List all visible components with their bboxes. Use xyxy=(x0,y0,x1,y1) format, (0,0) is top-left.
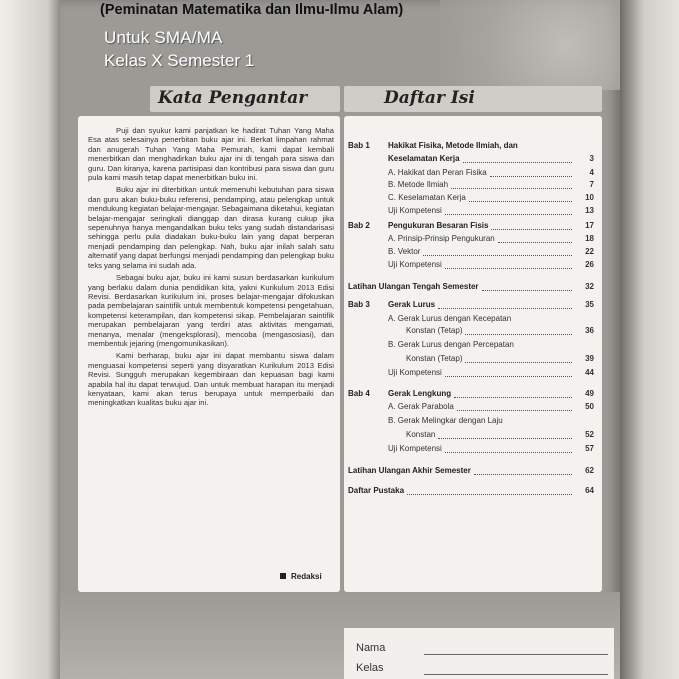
toc-dot-leader xyxy=(463,162,572,163)
cover-illustration xyxy=(440,0,620,90)
toc-entry-text: B. Metode Ilmiah xyxy=(388,180,449,189)
toc-page-number: 64 xyxy=(585,486,594,495)
name-line xyxy=(424,654,608,655)
bullet-square-icon xyxy=(280,573,286,579)
toc-dot-leader xyxy=(445,214,572,215)
toc-entry-text: Konstan (Tetap) xyxy=(406,326,463,335)
toc-chapter-label: Bab 1 xyxy=(348,141,370,150)
toc-page-number: 26 xyxy=(585,260,594,269)
toc-chapter-label: Bab 3 xyxy=(348,300,370,309)
signature xyxy=(280,572,322,581)
toc-page-number: 18 xyxy=(585,234,594,243)
toc-entry-text: Uji Kompetensi xyxy=(388,260,442,269)
toc-chapter-label: Bab 4 xyxy=(348,389,370,398)
toc-dot-leader xyxy=(469,201,572,202)
daftar-isi-title: Daftar Isi xyxy=(384,88,475,108)
toc-dot-leader xyxy=(407,494,572,495)
toc-page-number: 7 xyxy=(589,180,594,189)
toc-entry-text: Latihan Ulangan Akhir Semester xyxy=(348,466,471,475)
toc-page-number: 17 xyxy=(585,221,594,230)
toc-entry-text: B. Vektor xyxy=(388,247,421,256)
class-line xyxy=(424,674,608,675)
toc-entry-text: Daftar Pustaka xyxy=(348,486,405,495)
toc-dot-leader xyxy=(474,474,572,475)
toc-entry-text: B. Gerak Lurus dengan Percepatan xyxy=(388,340,514,349)
page-right-margin xyxy=(620,0,679,679)
toc-dot-leader xyxy=(438,438,572,439)
toc-page-number: 49 xyxy=(585,389,594,398)
toc-page-number: 4 xyxy=(589,168,594,177)
toc-page-number: 62 xyxy=(585,466,594,475)
toc-entry-text: A. Hakikat dan Peran Fisika xyxy=(388,168,487,177)
toc-dot-leader xyxy=(482,290,572,291)
toc-entry-text: Gerak Lengkung xyxy=(388,389,452,398)
toc-entry-text: Uji Kompetensi xyxy=(388,444,442,453)
toc-page-number: 39 xyxy=(585,354,594,363)
toc-page-number: 36 xyxy=(585,326,594,335)
toc-entry-text: Keselamatan Kerja xyxy=(388,154,460,163)
toc-dot-leader xyxy=(454,397,572,398)
toc-entry-text: A. Gerak Lurus dengan Kecepatan xyxy=(388,314,512,323)
toc-dot-leader xyxy=(490,176,572,177)
toc-entry-text: A. Prinsip-Prinsip Pengukuran xyxy=(388,234,495,243)
toc-page-number: 50 xyxy=(585,402,594,411)
toc-page-number: 3 xyxy=(589,154,594,163)
paragraph-4: Kami berharap, buku ajar ini dapat membantu siswa dalam menguasai kompetensi seperti yang disyaratkan Kurikulum 2013 Edisi Revisi. Sungguh merupakan kegembiraan dan kepuasan bagi kami apabila hal itu dapat terwujud. Dan untuk membuat harapan itu menjadi kenyataan, kami akan terus berupaya untuk memperbaiki dan meningkatkan kualitas buku ajar ini. xyxy=(88,351,334,408)
toc-dot-leader xyxy=(445,452,572,453)
toc-entry-text: Uji Kompetensi xyxy=(388,206,442,215)
name-label: Nama xyxy=(356,642,386,654)
toc-entry-text: C. Keselamatan Kerja xyxy=(388,193,466,202)
toc-page-number: 35 xyxy=(585,300,594,309)
toc-page-number: 13 xyxy=(585,206,594,215)
toc-entry-text: Pengukuran Besaran Fisis xyxy=(388,221,489,230)
page-left-margin xyxy=(0,0,60,679)
paragraph-1: Puji dan syukur kami panjatkan ke hadirat Tuhan Yang Maha Esa atas selesainya penerbitan buku ajar ini. Berkat limpahan rahmat dan anugerah Tuhan Yang Maha Pemurah, kami dapat kembali menerbitkan dan menghadirkan buku ajar ini di tengah para siswa dan guru. Dan kiranya, karena partisipasi dan kontribusi para siswa dan guru pula kami masih tetap dapat menerbitkan buku ini. xyxy=(88,126,334,183)
toc-dot-leader xyxy=(498,242,572,243)
toc-dot-leader xyxy=(491,229,572,230)
toc-page-number: 52 xyxy=(585,430,594,439)
toc-entry-text: Gerak Lurus xyxy=(388,300,436,309)
toc-page-number: 44 xyxy=(585,368,594,377)
class-label: Kelas xyxy=(356,662,384,674)
toc-entry-text: Uji Kompetensi xyxy=(388,368,442,377)
toc-entry-text: B. Gerak Melingkar dengan Laju xyxy=(388,416,503,425)
toc-page-number: 10 xyxy=(585,193,594,202)
toc-page-number: 22 xyxy=(585,247,594,256)
toc-dot-leader xyxy=(438,308,572,309)
paragraph-3: Sebagai buku ajar, buku ini kami susun berdasarkan kurikulum yang berlaku dalam dunia pendidikan kita, yakni Kurikulum 2013 Edisi Revisi. Berdasarkan kurikulum ini, proses belajar-mengajar difokuskan pada pembelajaran saintifik untuk membentuk kompetensi pengetahuan, kompetensi keterampilan, dan kompetensi sikap. Pembelajaran saintifik merupakan pembelajaran yang terdiri atas aktivitas mengamati, menanya, menalar (mengeksplorasi), mencoba (mengasosiasi), dan membentuk jejaring (mengomunikasikan). xyxy=(88,273,334,348)
toc-dot-leader xyxy=(457,410,572,411)
toc-entry-text: A. Gerak Parabola xyxy=(388,402,454,411)
paragraph-2: Buku ajar ini diterbitkan untuk memenuhi kebutuhan para siswa dan guru akan buku-buku referensi, pendamping, atau pelengkap untuk mendukung kegiatan belajar-mengajar. Sebagaimana diketahui, kegiatan belajar-mengajar seringkali dianggap dan dirasa kurang cukup jika sepenuhnya hanya mengandalkan buku teks yang sudah distandarisasi sehingga perlu pula diadakan buku-buku lain yang dapat berperan menjadi pendamping dan pelengkap. Nah, buku ajar inilah salah satu alternatif yang dapat berfungsi menjadi pendamping dan pelengkap buku teks yang selama ini sudah ada. xyxy=(88,185,334,270)
toc-entry-text: Konstan xyxy=(406,430,436,439)
class-semester: Kelas X Semester 1 xyxy=(104,51,255,70)
toc-page-number: 57 xyxy=(585,444,594,453)
toc-entry-text: Hakikat Fisika, Metode Ilmiah, dan xyxy=(388,141,518,150)
school-level: Untuk SMA/MA xyxy=(104,28,223,47)
toc-dot-leader xyxy=(445,268,572,269)
toc-dot-leader xyxy=(451,188,572,189)
subtitle: (Peminatan Matematika dan Ilmu-Ilmu Alam) xyxy=(100,2,404,18)
toc-entry-text: Konstan (Tetap) xyxy=(406,354,463,363)
toc-dot-leader xyxy=(465,334,572,335)
toc-dot-leader xyxy=(465,362,572,363)
signature-text: Redaksi xyxy=(291,572,322,581)
kata-pengantar-title: Kata Pengantar xyxy=(158,88,308,108)
kata-pengantar-text xyxy=(88,126,334,408)
toc-dot-leader xyxy=(423,255,572,256)
toc-chapter-label: Bab 2 xyxy=(348,221,370,230)
toc-entry-text: Latihan Ulangan Tengah Semester xyxy=(348,282,479,291)
toc-dot-leader xyxy=(445,376,572,377)
toc-page-number: 32 xyxy=(585,282,594,291)
